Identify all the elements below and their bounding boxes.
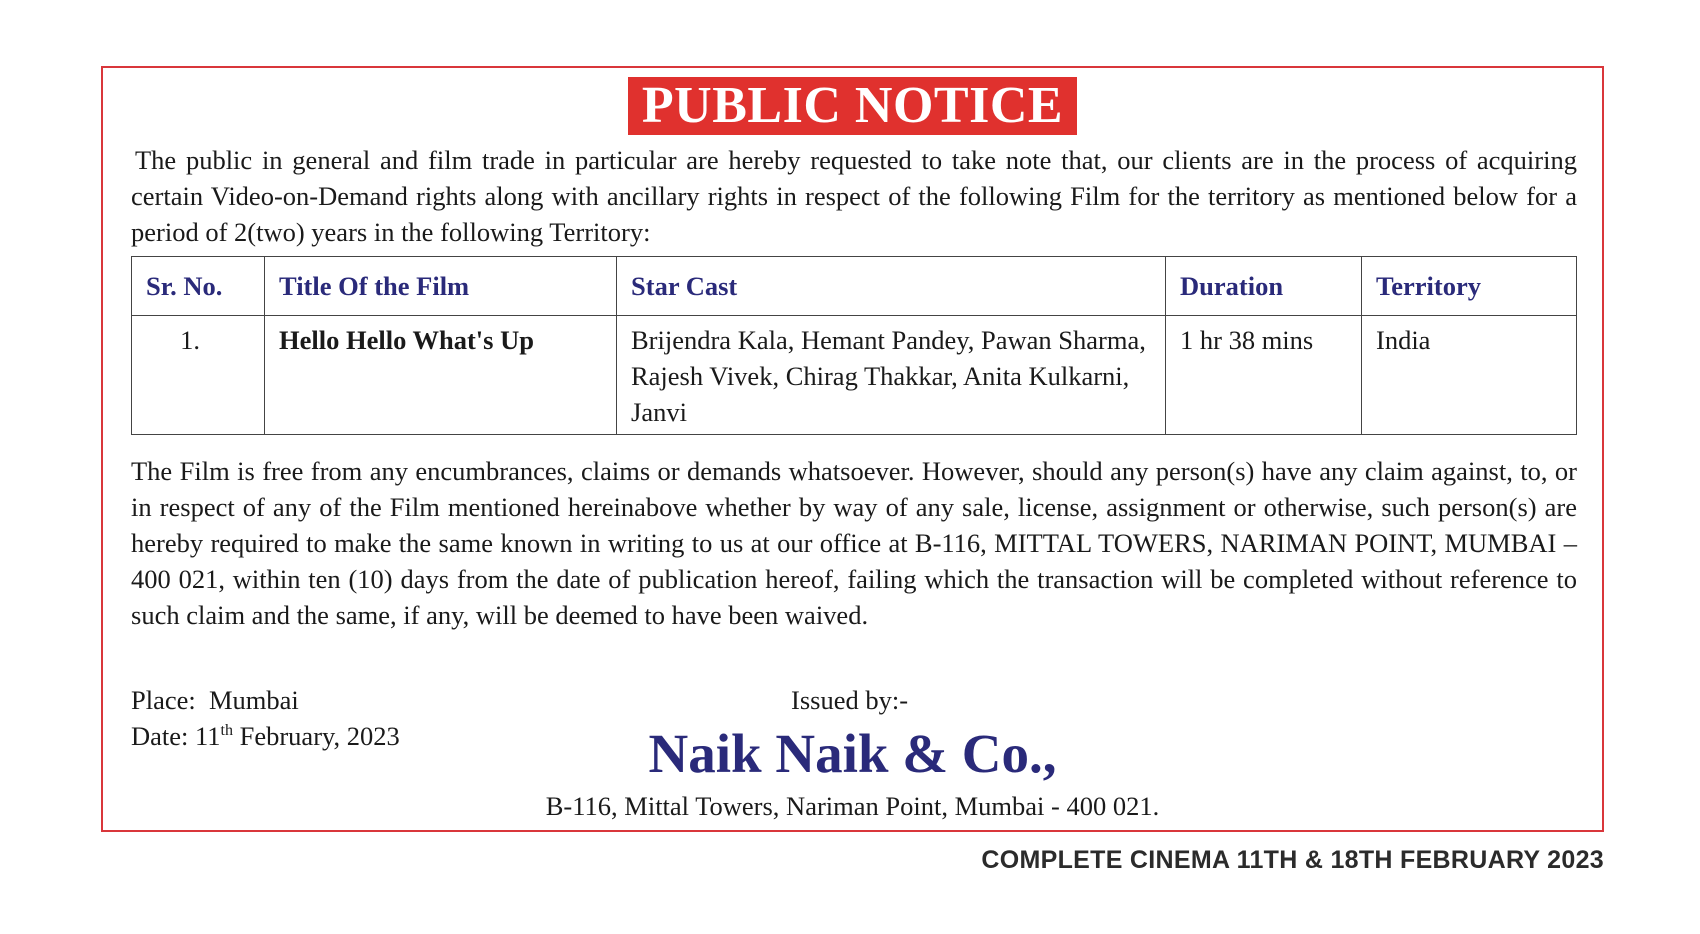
notice-frame: [101, 66, 1604, 832]
header-star-cast: Star Cast: [617, 257, 1166, 316]
header-sr-no: Sr. No.: [132, 257, 265, 316]
date-prefix: Date: 11: [131, 721, 221, 751]
header-duration: Duration: [1166, 257, 1362, 316]
firm-name: Naik Naik & Co.,: [648, 723, 1057, 784]
issued-by: Issued by:-: [791, 685, 909, 715]
body-paragraph: The Film is free from any encumbrances, claims or demands whatsoever. However, should any person(s) have any claim against, to, or in respect of any of the Film mentioned hereinabove whether by way of any sale, license, assignment or otherwise, such person(s) are hereby required to make the same known in writing to us at our office at B-116, MITTAL TOWERS, NARIMAN POINT, MUMBAI – 400 021, within ten (10) days from the date of publication hereof, failing which the transaction will be completed without reference to such claim and the same, if any, will be deemed to have been waived.: [131, 456, 1577, 630]
table-header-row: [132, 257, 1577, 316]
cell-film-title: Hello Hello What's Up: [265, 316, 617, 435]
intro-paragraph: The public in general and film trade in particular are hereby requested to take note that, our clients are in the process of acquiring certain Video-on-Demand rights along with ancillary rights in respect of the following Film for the territory as mentioned below for a period of 2(two) years in the following Territory:: [131, 145, 1577, 247]
cell-duration: 1 hr 38 mins: [1166, 316, 1362, 435]
table-row: [132, 316, 1577, 435]
cell-territory: India: [1362, 316, 1577, 435]
notice-title: PUBLIC NOTICE: [628, 77, 1077, 135]
cell-star-cast: Brijendra Kala, Hemant Pandey, Pawan Sharma, Rajesh Vivek, Chirag Thakkar, Anita Kulkarni, Janvi: [617, 316, 1166, 435]
header-territory: Territory: [1362, 257, 1577, 316]
cell-sr-no: 1.: [132, 316, 265, 435]
date-ordinal: th: [220, 722, 233, 739]
firm-address: B-116, Mittal Towers, Nariman Point, Mumbai - 400 021.: [545, 791, 1160, 821]
header-title: Title Of the Film: [265, 257, 617, 316]
title-wrap: [103, 77, 1602, 135]
place-line: Place: Mumbai: [131, 685, 299, 715]
film-table: [131, 256, 1577, 435]
date-rest: February, 2023: [232, 721, 400, 751]
publication-footer: COMPLETE CINEMA 11TH & 18TH FEBRUARY 2023: [981, 846, 1604, 874]
